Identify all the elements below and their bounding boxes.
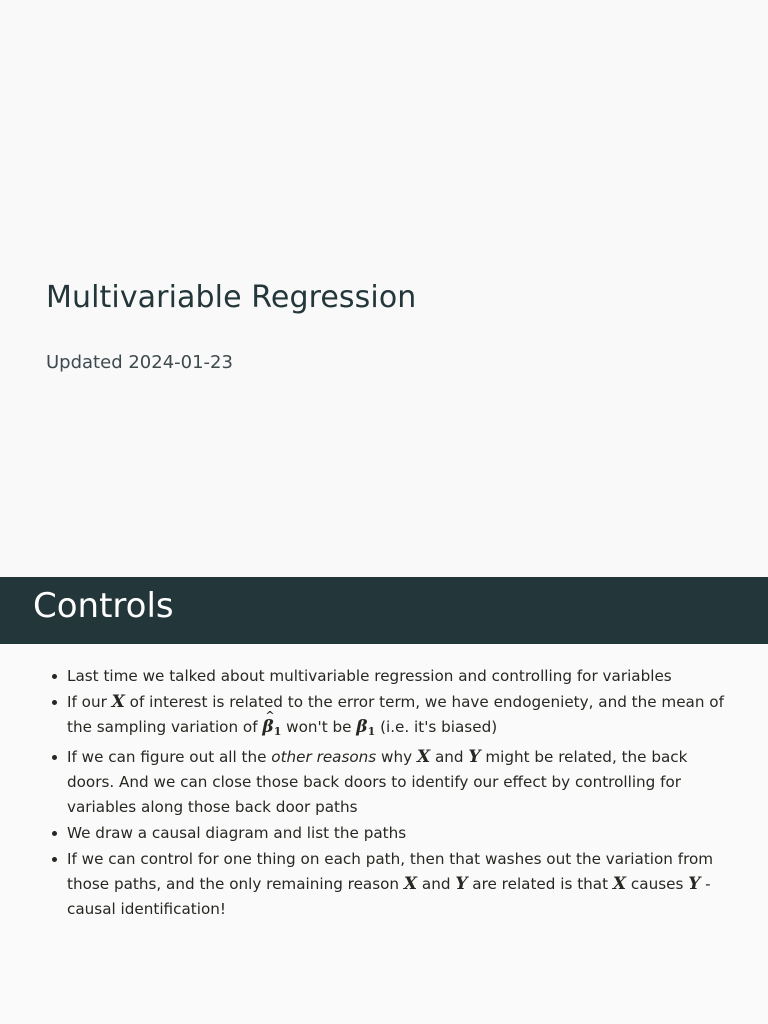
bullet-text: won't be — [281, 718, 357, 736]
frame-title: Controls — [33, 586, 174, 626]
emphasized-text: other reasons — [271, 748, 377, 766]
bullet-text: If we can control for one thing on each path, then that washes out the variation from those paths, and the only remaining reason — [67, 850, 714, 893]
bullet-text: causes — [626, 875, 689, 893]
bullet-item-5 — [67, 847, 727, 922]
presentation-title: Multivariable Regression — [46, 280, 417, 315]
math-variable: Y — [688, 874, 701, 894]
bullet-text: We draw a causal diagram and list the paths — [67, 824, 407, 842]
math-variable: Y — [455, 874, 468, 894]
bullet-item-3 — [67, 745, 727, 820]
bullet-text: and — [417, 875, 456, 893]
math-variable: X — [612, 874, 627, 894]
math-variable: X — [416, 747, 431, 767]
math-beta-hat: β ^ — [262, 715, 273, 740]
bullet-text: - causal identification! — [67, 875, 711, 918]
bullet-item-1 — [67, 664, 727, 689]
presentation-subtitle: Updated 2024-01-23 — [46, 352, 233, 373]
bullet-item-2 — [67, 690, 727, 744]
bullet-text: of interest is related to the error term, we have endogeniety, and the mean of the sampling variation of — [67, 693, 724, 736]
bullet-text: If our — [67, 693, 112, 711]
bullet-text: might be related, the back doors. And we can close those back doors to identify our effect by controlling for variables along those back door paths — [67, 748, 688, 816]
math-beta: β — [356, 717, 368, 737]
bullet-text: are related is that — [467, 875, 613, 893]
bullet-item-4 — [67, 821, 727, 846]
bullet-list — [67, 664, 727, 923]
bullet-text: and — [430, 748, 469, 766]
math-variable: Y — [468, 747, 481, 767]
math-subscript: 1 — [367, 725, 376, 738]
math-variable: X — [111, 692, 125, 712]
bullet-text: why — [376, 748, 417, 766]
bullet-text: Last time we talked about multivariable regression and controlling for variables — [67, 667, 672, 685]
bullet-text: If we can figure out all the — [67, 748, 272, 766]
math-subscript: 1 — [273, 725, 282, 738]
bullet-text: (i.e. it's biased) — [375, 718, 498, 736]
math-variable: X — [403, 874, 418, 894]
